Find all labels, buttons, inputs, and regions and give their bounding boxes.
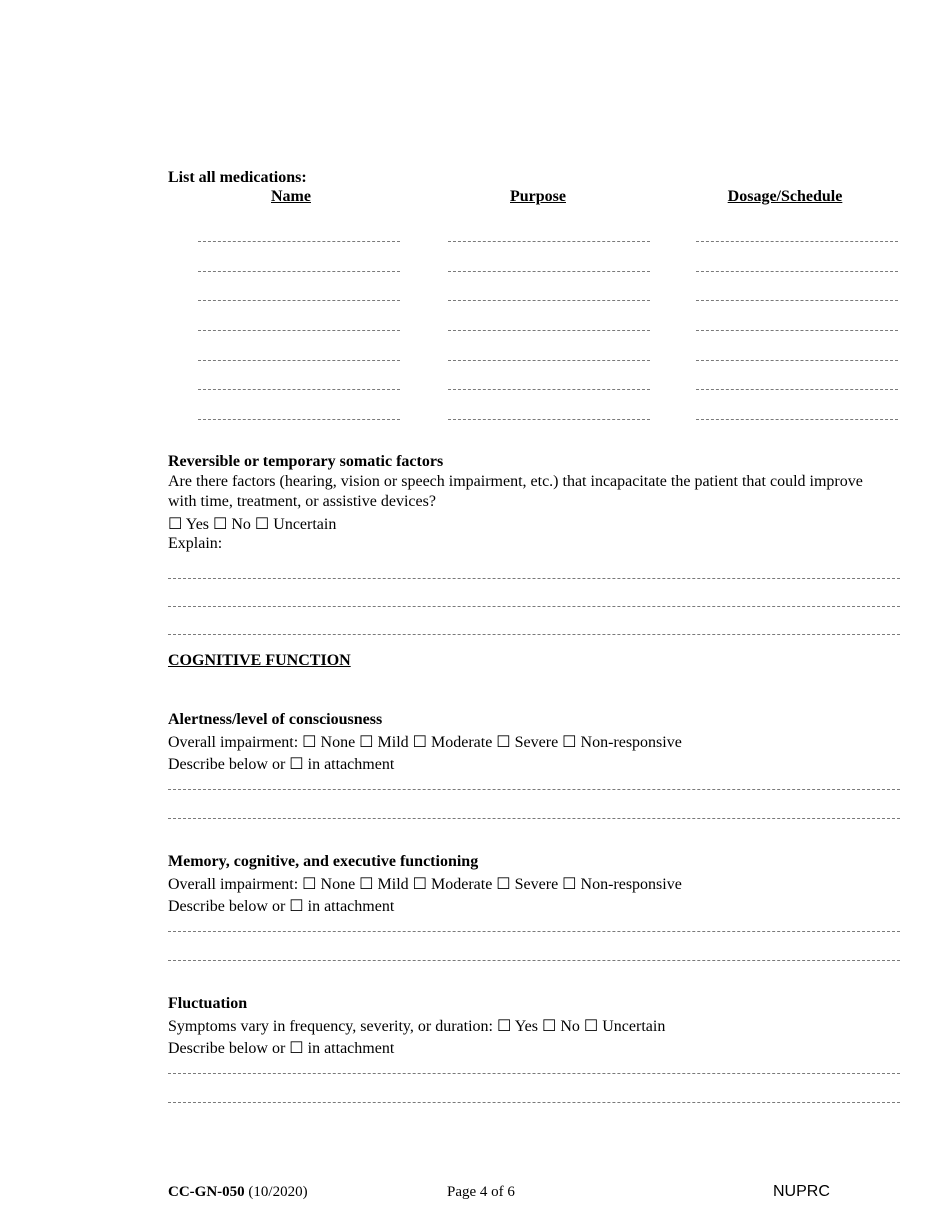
memory-answer-line[interactable] xyxy=(168,931,900,932)
medication-name-field[interactable] xyxy=(198,300,400,301)
medication-purpose-field[interactable] xyxy=(448,419,650,420)
alertness-answer-line[interactable] xyxy=(168,789,900,790)
medication-purpose-field[interactable] xyxy=(448,271,650,272)
medication-purpose-field[interactable] xyxy=(448,241,650,242)
medications-heading: List all medications: xyxy=(168,169,307,186)
column-header-purpose: Purpose xyxy=(510,188,566,205)
medication-dosage-field[interactable] xyxy=(696,271,898,272)
fluctuation-describe[interactable]: Describe below or ☐ in attachment xyxy=(168,1040,395,1057)
medication-dosage-field[interactable] xyxy=(696,330,898,331)
form-date: (10/2020) xyxy=(248,1184,308,1200)
medication-name-field[interactable] xyxy=(198,330,400,331)
cognitive-function-heading: COGNITIVE FUNCTION xyxy=(168,652,351,669)
column-header-dosage: Dosage/Schedule xyxy=(727,188,843,205)
alertness-describe[interactable]: Describe below or ☐ in attachment xyxy=(168,756,395,773)
org-name: NUPRC xyxy=(773,1183,830,1200)
medication-name-field[interactable] xyxy=(198,241,400,242)
footer-form-id xyxy=(168,1184,308,1201)
medication-dosage-field[interactable] xyxy=(696,360,898,361)
page-number: Page 4 of 6 xyxy=(447,1184,515,1200)
somatic-question-line2: with time, treatment, or assistive devices? xyxy=(168,493,436,510)
medication-dosage-field[interactable] xyxy=(696,241,898,242)
medication-purpose-field[interactable] xyxy=(448,300,650,301)
fluctuation-question[interactable]: Symptoms vary in frequency, severity, or duration: ☐ Yes ☐ No ☐ Uncertain xyxy=(168,1018,666,1035)
medication-dosage-field[interactable] xyxy=(696,389,898,390)
explain-label: Explain: xyxy=(168,535,223,552)
column-header-name: Name xyxy=(271,188,311,205)
memory-title: Memory, cognitive, and executive functioning xyxy=(168,853,479,870)
explain-answer-line[interactable] xyxy=(168,606,900,607)
form-code: CC-GN-050 xyxy=(168,1184,245,1200)
somatic-question-line1: Are there factors (hearing, vision or speech impairment, etc.) that incapacitate the patient that could improve xyxy=(168,473,863,490)
memory-impairment-options[interactable]: Overall impairment: ☐ None ☐ Mild ☐ Moderate ☐ Severe ☐ Non-responsive xyxy=(168,876,682,893)
alertness-answer-line[interactable] xyxy=(168,818,900,819)
fluctuation-answer-line[interactable] xyxy=(168,1073,900,1074)
alertness-title: Alertness/level of consciousness xyxy=(168,711,383,728)
medication-name-field[interactable] xyxy=(198,389,400,390)
alertness-impairment-options[interactable]: Overall impairment: ☐ None ☐ Mild ☐ Moderate ☐ Severe ☐ Non-responsive xyxy=(168,734,682,751)
medication-name-field[interactable] xyxy=(198,419,400,420)
medication-purpose-field[interactable] xyxy=(448,389,650,390)
fluctuation-title: Fluctuation xyxy=(168,995,248,1012)
medication-purpose-field[interactable] xyxy=(448,330,650,331)
medication-purpose-field[interactable] xyxy=(448,360,650,361)
somatic-options[interactable]: ☐ Yes ☐ No ☐ Uncertain xyxy=(168,516,337,533)
medication-dosage-field[interactable] xyxy=(696,300,898,301)
medication-name-field[interactable] xyxy=(198,271,400,272)
somatic-factors-title: Reversible or temporary somatic factors xyxy=(168,453,444,470)
explain-answer-line[interactable] xyxy=(168,634,900,635)
medication-dosage-field[interactable] xyxy=(696,419,898,420)
fluctuation-answer-line[interactable] xyxy=(168,1102,900,1103)
memory-describe[interactable]: Describe below or ☐ in attachment xyxy=(168,898,395,915)
medication-name-field[interactable] xyxy=(198,360,400,361)
memory-answer-line[interactable] xyxy=(168,960,900,961)
explain-answer-line[interactable] xyxy=(168,578,900,579)
